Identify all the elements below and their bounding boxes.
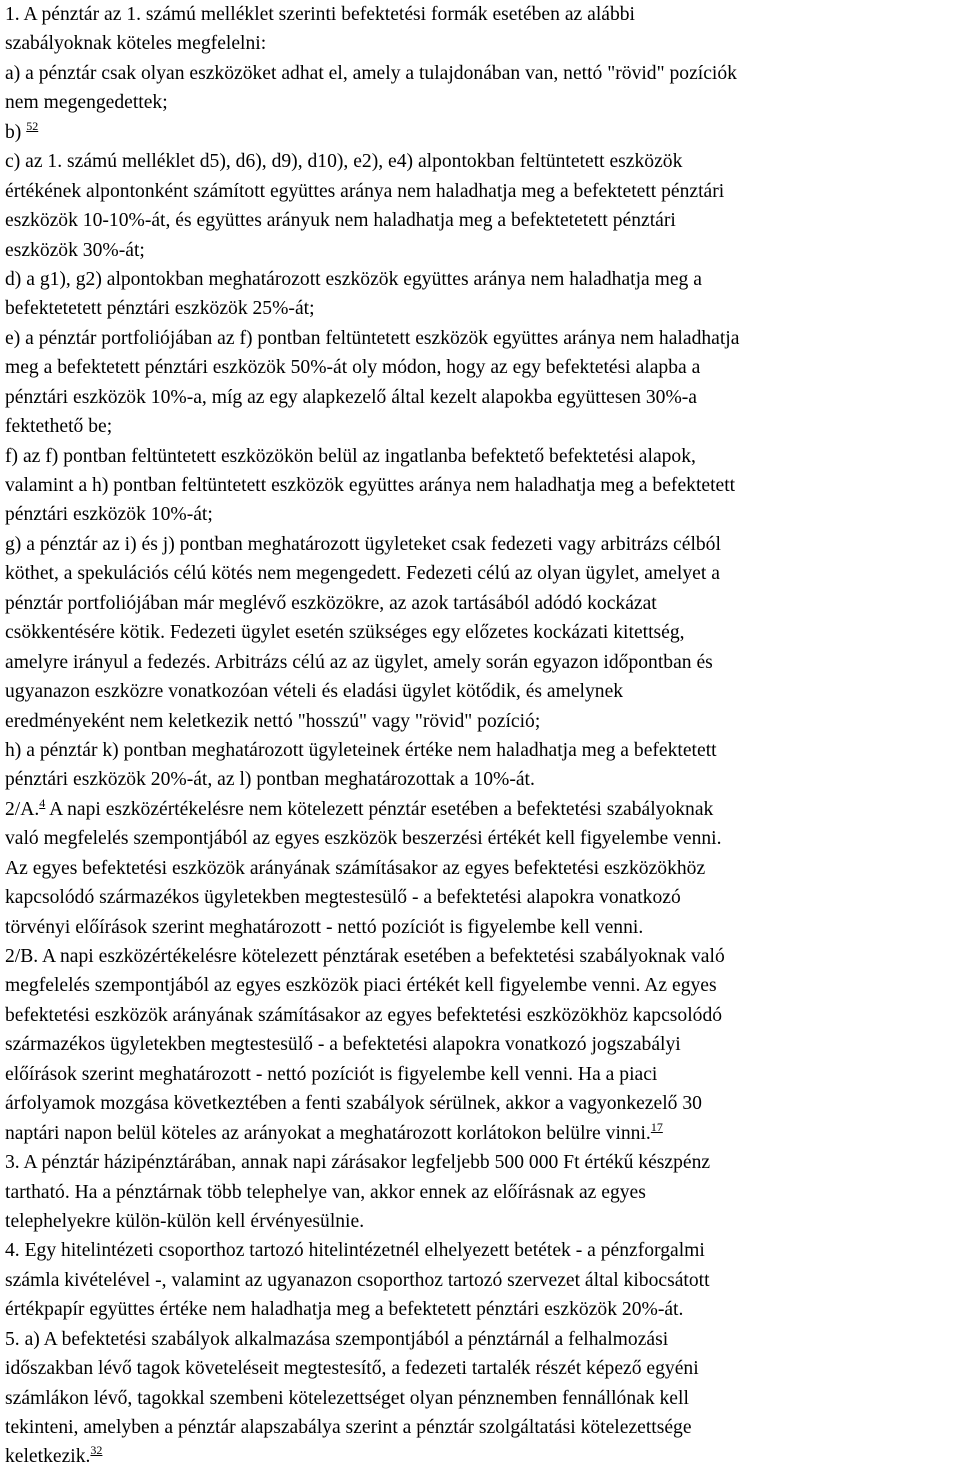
text-line-content: értékpapír együttes értéke nem haladhatja meg a befektetett pénztári eszközök 20%-át. bbox=[5, 1299, 684, 1321]
text-line-content: 2/B. A napi eszközértékelésre kötelezett pénztárak esetében a befektetési szabályoknak való bbox=[5, 946, 725, 967]
text-line bbox=[5, 1266, 957, 1295]
text-line bbox=[5, 412, 957, 441]
text-line-content: számla kivételével -, valamint az ugyanazon csoporthoz tartozó szervezet által kibocsátott bbox=[5, 1269, 710, 1291]
text-line bbox=[5, 1295, 957, 1324]
text-line bbox=[5, 913, 957, 942]
text-line-content: befektetési eszközök arányának számításakor az egyes befektetési eszközökhöz kapcsolódó bbox=[5, 1004, 723, 1026]
legal-document-text bbox=[5, 0, 957, 1472]
text-line bbox=[5, 118, 957, 147]
text-line-continuation: A napi eszközértékelésre nem kötelezett pénztár esetében a befektetési szabályoknak bbox=[45, 798, 714, 820]
text-line-content: meg a befektetett pénztári eszközök 50%-át oly módon, hogy az egy befektetési alapba a bbox=[5, 357, 701, 379]
text-line bbox=[5, 1178, 957, 1207]
text-line bbox=[5, 59, 957, 88]
text-line bbox=[5, 942, 957, 971]
text-line-content: c) az 1. számú melléklet d5), d6), d9), d10), e2), e4) alpontokban feltüntetett eszközök bbox=[5, 151, 683, 173]
text-line bbox=[5, 294, 957, 323]
text-line bbox=[5, 1413, 957, 1442]
text-line bbox=[5, 677, 957, 706]
text-line bbox=[5, 1236, 957, 1265]
text-line-content: telephelyekre külön-külön kell érvényesülnie. bbox=[5, 1210, 365, 1232]
text-line-content: ugyanazon eszközre vonatkozóan vételi és eladási ügylet kötődik, és amelynek bbox=[5, 681, 624, 703]
text-line-content: 4. Egy hitelintézeti csoporthoz tartozó hitelintézetnél elhelyezett betétek - a pénzforgalmi bbox=[5, 1240, 705, 1262]
text-line-content: időszakban lévő tagok követeléseit megtestesítő, a fedezeti tartalék részét képező egyéni bbox=[5, 1358, 699, 1380]
text-line-content: amelyre irányul a fedezés. Arbitrázs célú az az ügylet, amely során egyazon időpontban és bbox=[5, 651, 713, 673]
text-line-content: f) az f) pontban feltüntetett eszközökön belül az ingatlanba befektető befektetési alapok, bbox=[5, 445, 696, 467]
text-line bbox=[5, 618, 957, 647]
text-line-content: keletkezik. bbox=[5, 1446, 91, 1468]
text-line bbox=[5, 1442, 957, 1471]
text-line bbox=[5, 883, 957, 912]
text-line-content: 3. A pénztár házipénztárában, annak napi zárásakor legfeljebb 500 000 Ft értékű készpénz bbox=[5, 1152, 711, 1174]
text-line bbox=[5, 795, 957, 824]
text-line bbox=[5, 500, 957, 529]
text-line-content: 2/A. bbox=[5, 798, 40, 820]
text-line-content: valamint a h) pontban feltüntetett eszközök együttes aránya nem haladhatja meg a befektetett bbox=[5, 475, 736, 496]
text-line-content: származékos ügyletekben megtestesülő - a befektetési alapokra vonatkozó jogszabályi bbox=[5, 1034, 681, 1056]
text-line bbox=[5, 559, 957, 588]
text-line bbox=[5, 383, 957, 412]
text-line bbox=[5, 707, 957, 736]
footnote-reference-link[interactable]: 4 bbox=[39, 795, 46, 810]
text-line-content: csökkentésére kötik. Fedezeti ügylet esetén szükséges egy előzetes kockázati kitettség, bbox=[5, 622, 685, 644]
text-line-content: szabályoknak köteles megfelelni: bbox=[5, 33, 267, 55]
text-line-content: 5. a) A befektetési szabályok alkalmazása szempontjából a pénztárnál a felhalmozási bbox=[5, 1328, 669, 1350]
text-line bbox=[5, 1001, 957, 1030]
text-line-content: h) a pénztár k) pontban meghatározott ügyleteinek értéke nem haladhatja meg a befektetett bbox=[5, 739, 717, 761]
text-line-content: a) a pénztár csak olyan eszközöket adhat el, amely a tulajdonában van, nettó "rövid" pozíciók bbox=[5, 62, 737, 84]
text-line-content: árfolyamok mozgása következtében a fenti szabályok sérülnek, akkor a vagyonkezelő 30 bbox=[5, 1093, 702, 1115]
text-line-content: naptári napon belül köteles az arányokat a meghatározott korlátokon belülre vinni. bbox=[5, 1122, 651, 1144]
text-line-content: pénztári eszközök 20%-át, az l) pontban meghatározottak a 10%-át. bbox=[5, 769, 535, 791]
text-line-content: Az egyes befektetési eszközök arányának számításakor az egyes befektetési eszközökhöz bbox=[5, 857, 706, 879]
text-line-content: befektetetett pénztári eszközök 25%-át; bbox=[5, 298, 315, 320]
text-line-content: fektethető be; bbox=[5, 416, 113, 438]
text-line-content: értékének alpontonként számított együttes aránya nem haladhatja meg a befektetett pénztári bbox=[5, 180, 725, 202]
text-line bbox=[5, 206, 957, 235]
text-line-content: g) a pénztár az i) és j) pontban meghatározott ügyleteket csak fedezeti vagy arbitrázs célból bbox=[5, 533, 721, 555]
text-line bbox=[5, 88, 957, 117]
text-line bbox=[5, 824, 957, 853]
text-line-content: e) a pénztár portfoliójában az f) pontban feltüntetett eszközök együttes aránya nem haladhatja bbox=[5, 327, 740, 349]
text-line bbox=[5, 471, 957, 500]
text-line bbox=[5, 765, 957, 794]
text-line bbox=[5, 236, 957, 265]
text-line bbox=[5, 1089, 957, 1118]
text-line bbox=[5, 1148, 957, 1177]
text-line bbox=[5, 589, 957, 618]
text-line-content: d) a g1), g2) alpontokban meghatározott eszközök együttes aránya nem haladhatja meg a bbox=[5, 268, 702, 290]
text-line-content: nem megengedettek; bbox=[5, 92, 168, 114]
text-line bbox=[5, 1060, 957, 1089]
text-line-content: tekinteni, amelyben a pénztár alapszabálya szerint a pénztár szolgáltatási kötelezettsége bbox=[5, 1417, 692, 1438]
text-line bbox=[5, 1325, 957, 1354]
text-line bbox=[5, 442, 957, 471]
text-line-content: 1. A pénztár az 1. számú melléklet szerinti befektetési formák esetében az alábbi bbox=[5, 4, 635, 25]
text-line bbox=[5, 530, 957, 559]
text-line-content: pénztár portfoliójában már meglévő eszközökre, az azok tartásából adódó kockázat bbox=[5, 592, 657, 614]
text-line bbox=[5, 29, 957, 58]
text-line-content: való megfelelés szempontjából az egyes eszközök beszerzési értékét kell figyelembe venni. bbox=[5, 828, 722, 850]
text-line bbox=[5, 1207, 957, 1236]
footnote-reference-link[interactable]: 17 bbox=[650, 1119, 663, 1134]
text-line bbox=[5, 1030, 957, 1059]
text-line bbox=[5, 147, 957, 176]
text-line bbox=[5, 648, 957, 677]
text-line-content: tartható. Ha a pénztárnak több telephelye van, akkor ennek az előírásnak az egyes bbox=[5, 1181, 646, 1203]
text-line-content: pénztári eszközök 10%-a, míg az egy alapkezelő által kezelt alapokba együttesen 30%-a bbox=[5, 386, 697, 408]
text-line-content: eszközök 10-10%-át, és együttes arányuk nem haladhatja meg a befektetetett pénztári bbox=[5, 210, 676, 232]
text-line bbox=[5, 265, 957, 294]
text-line bbox=[5, 353, 957, 382]
text-line bbox=[5, 1354, 957, 1383]
text-line bbox=[5, 177, 957, 206]
text-line bbox=[5, 324, 957, 353]
text-line-content: számlákon lévő, tagokkal szembeni kötelezettséget olyan pénznemben fennállónak kell bbox=[5, 1387, 689, 1409]
text-line-content: eszközök 30%-át; bbox=[5, 239, 145, 261]
text-line-content: b) bbox=[5, 121, 27, 143]
text-line bbox=[5, 0, 957, 29]
text-line bbox=[5, 854, 957, 883]
footnote-reference-link[interactable]: 52 bbox=[26, 118, 39, 133]
text-line bbox=[5, 971, 957, 1000]
text-line-content: kapcsolódó származékos ügyletekben megtestesülő - a befektetési alapokra vonatkozó bbox=[5, 887, 681, 909]
text-line bbox=[5, 736, 957, 765]
text-line bbox=[5, 1384, 957, 1413]
text-line-content: megfelelés szempontjából az egyes eszközök piaci értékét kell figyelembe venni. Az egyes bbox=[5, 975, 717, 997]
text-line-content: előírások szerint meghatározott - nettó pozíciót is figyelembe kell venni. Ha a piaci bbox=[5, 1063, 658, 1085]
text-line-content: eredményeként nem keletkezik nettó "hosszú" vagy "rövid" pozíció; bbox=[5, 710, 541, 732]
text-line bbox=[5, 1119, 957, 1148]
text-line-content: köthet, a spekulációs célú kötés nem megengedett. Fedezeti célú az olyan ügylet, amelyet a bbox=[5, 563, 720, 585]
text-line-content: törvényi előírások szerint meghatározott - nettó pozíciót is figyelembe kell venni. bbox=[5, 916, 644, 938]
text-line-content: pénztári eszközök 10%-át; bbox=[5, 504, 213, 526]
footnote-reference-link[interactable]: 32 bbox=[90, 1443, 103, 1458]
